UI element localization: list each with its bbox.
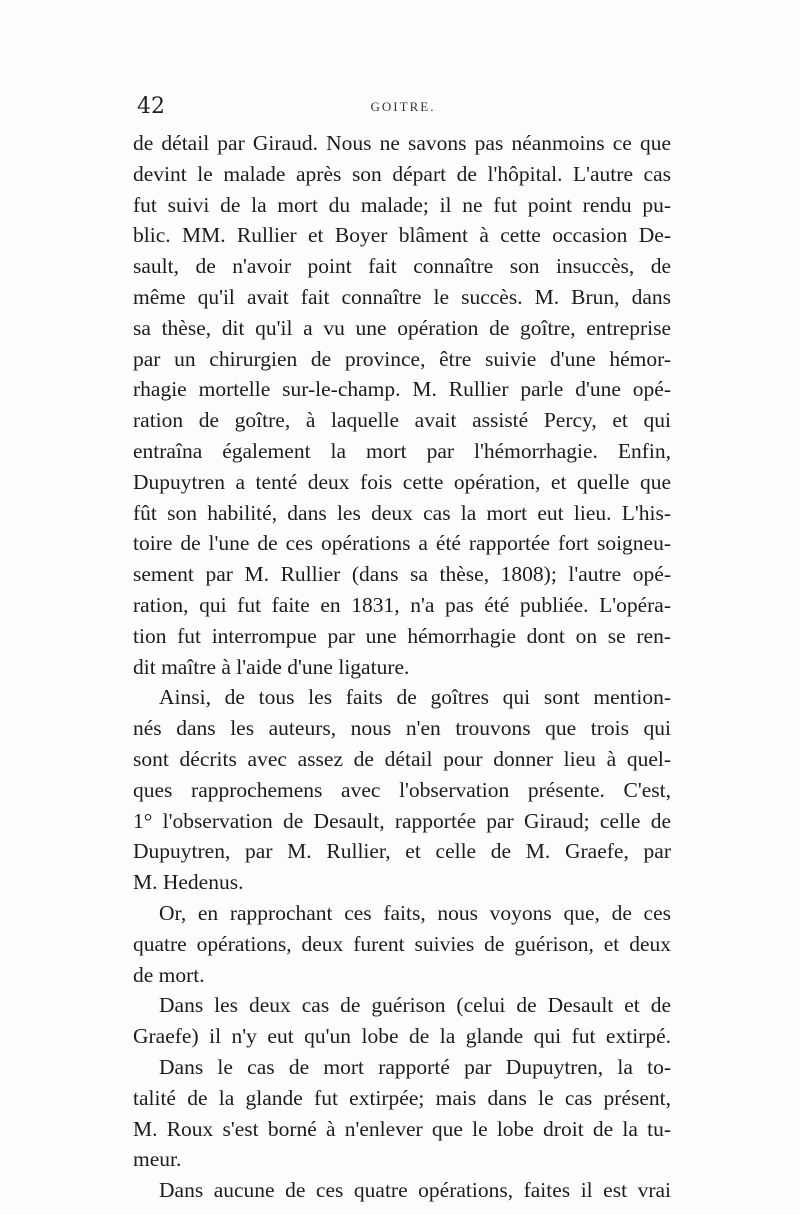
text-line: ration, qui fut faite en 1831, n'a pas été publiée. L'opéra- bbox=[133, 592, 671, 617]
text-line: dit maître à l'aide d'une ligature. bbox=[133, 654, 410, 679]
text-line: de mort. bbox=[133, 962, 205, 987]
text-line: Graefe) il n'y eut qu'un lobe de la glande qui fut extirpé. bbox=[133, 1024, 671, 1049]
text-line: Dupuytren, par M. Rullier, et celle de M. Graefe, par bbox=[133, 839, 671, 864]
text-line: blic. MM. Rullier et Boyer blâment à cette occasion De- bbox=[133, 223, 671, 248]
text-line: ques rapprochemens avec l'observation présente. C'est, bbox=[133, 777, 671, 802]
text-line: quatre opérations, deux furent suivies de guérison, et deux bbox=[133, 931, 671, 956]
text-line: Dans le cas de mort rapporté par Dupuytren, la to- bbox=[159, 1054, 671, 1079]
page-header bbox=[137, 94, 669, 124]
text-line: fût son habilité, dans les deux cas la mort eut lieu. L'his- bbox=[133, 500, 671, 525]
text-line: M. Hedenus. bbox=[133, 870, 244, 895]
text-line: Dans aucune de ces quatre opérations, faites il est vrai bbox=[159, 1178, 671, 1203]
text-line: même qu'il avait fait connaître le succès. M. Brun, dans bbox=[133, 284, 671, 309]
text-line: ration de goître, à laquelle avait assisté Percy, et qui bbox=[133, 408, 671, 433]
text-line: M. Roux s'est borné à n'enlever que le lobe droit de la tu- bbox=[133, 1116, 671, 1141]
running-head: GOITRE. bbox=[370, 99, 436, 114]
text-line: rhagie mortelle sur-le-champ. M. Rullier parle d'une opé- bbox=[133, 377, 671, 402]
text-line: de détail par Giraud. Nous ne savons pas néanmoins ce que bbox=[133, 131, 671, 155]
text-line: fut suivi de la mort du malade; il ne fut point rendu pu- bbox=[133, 192, 671, 217]
text-line: Dans les deux cas de guérison (celui de Desault et de bbox=[159, 993, 671, 1018]
text-line: par un chirurgien de province, être suivie d'une hémor- bbox=[133, 346, 671, 371]
text-line: sa thèse, dit qu'il a vu une opération de goître, entreprise bbox=[133, 315, 671, 340]
page-number: 42 bbox=[137, 94, 165, 119]
text-line: talité de la glande fut extirpée; mais dans le cas présent, bbox=[133, 1085, 671, 1110]
text-line: tion fut interrompue par une hémorrhagie dont on se ren- bbox=[133, 623, 671, 648]
text-line: Dupuytren a tenté deux fois cette opération, et quelle que bbox=[133, 469, 671, 494]
text-line: 1° l'observation de Desault, rapportée par Giraud; celle de bbox=[133, 808, 671, 833]
text-line: sont décrits avec assez de détail pour donner lieu à quel- bbox=[133, 746, 671, 771]
text-line: sault, de n'avoir point fait connaître son insuccès, de bbox=[133, 254, 671, 279]
text-line: Ainsi, de tous les faits de goîtres qui sont mention- bbox=[159, 685, 671, 710]
body-text bbox=[133, 128, 671, 1206]
text-line: meur. bbox=[133, 1147, 182, 1172]
text-line: devint le malade après son départ de l'hôpital. L'autre cas bbox=[133, 161, 671, 186]
text-line: nés dans les auteurs, nous n'en trouvons que trois qui bbox=[133, 716, 671, 741]
text-line: entraîna également la mort par l'hémorrhagie. Enfin, bbox=[133, 438, 671, 463]
text-line: sement par M. Rullier (dans sa thèse, 1808); l'autre opé- bbox=[133, 562, 671, 587]
text-line: toire de l'une de ces opérations a été rapportée fort soigneu- bbox=[133, 531, 671, 556]
text-line: Or, en rapprochant ces faits, nous voyons que, de ces bbox=[159, 900, 671, 925]
